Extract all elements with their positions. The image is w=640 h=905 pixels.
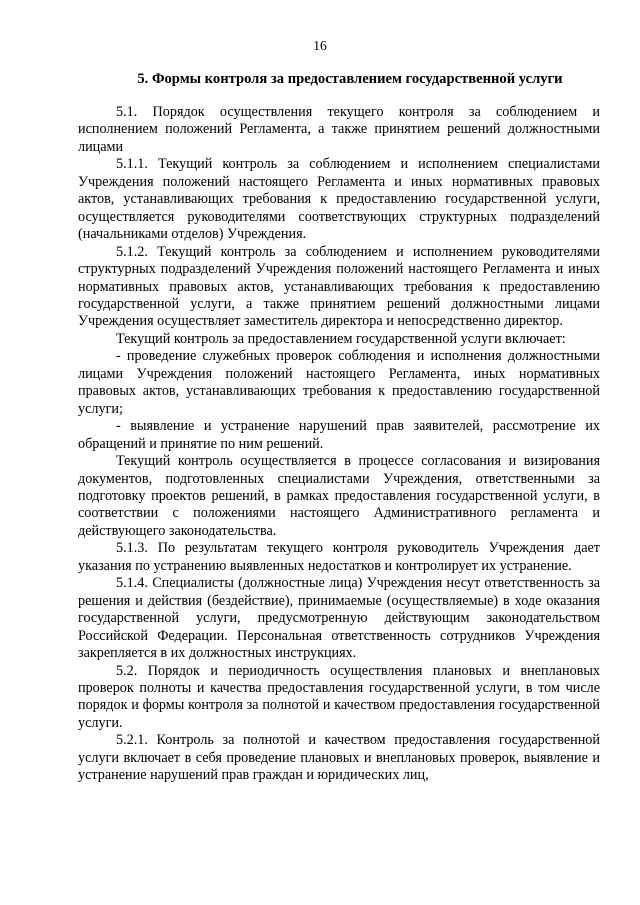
page-number: 16 — [313, 38, 327, 53]
paragraph-5-1-4: 5.1.4. Специалисты (должностные лица) Учреждения несут ответственность за решения и действия (бездействие), принимаемые (осуществляемые) в ходе оказания государственной услуги, предусмотренную действующим законодательством Российской Федерации. Персональная ответственность сотрудников Учреждения закрепляется в их должностных инструкциях. — [78, 575, 600, 662]
section-heading: 5. Формы контроля за предоставлением государственной услуги — [137, 71, 563, 87]
paragraph-current-control-process: Текущий контроль осуществляется в процессе согласования и визирования документов, подготовленных специалистами Учреждения, ответственными за подготовку проектов решений, в рамках предоставления государственной услуги, в соответствии с положениями настоящего Административного регламента и действующего законодательства. — [78, 453, 600, 539]
body-text — [78, 104, 600, 785]
paragraph-5-1-2: 5.1.2. Текущий контроль за соблюдением и исполнением руководителями структурных подразделений Учреждения положений настоящего Регламента и иных нормативных правовых актов, устанавливающих требования к предоставлению государственной услуги, а также принятием решений должностными лицами Учреждения осуществляет заместитель директора и непосредственно директор. — [78, 243, 600, 330]
paragraph-current-control-intro: Текущий контроль за предоставлением государственной услуги включает: — [116, 330, 566, 347]
list-item-inspections: - проведение служебных проверок соблюдения и исполнения должностными лицами Учреждения положений настоящего Регламента, иных нормативных правовых актов, устанавливающих требования к предоставлению государственной услуги; — [78, 348, 600, 417]
list-item-violations: - выявление и устранение нарушений прав заявителей, рассмотрение их обращений и принятие по ним решений. — [78, 418, 600, 452]
paragraph-5-2: 5.2. Порядок и периодичность осуществления плановых и внеплановых проверок полноты и качества предоставления государственной услуги, в том числе порядок и формы контроля за полнотой и качеством предоставления государственной услуги. — [78, 662, 600, 731]
paragraph-5-1-3: 5.1.3. По результатам текущего контроля руководитель Учреждения дает указания по устранению выявленных недостатков и контролирует их устранение. — [78, 540, 600, 574]
paragraph-5-1-1: 5.1.1. Текущий контроль за соблюдением и исполнением специалистами Учреждения положений настоящего Регламента и иных нормативных правовых актов, устанавливающих требования к предоставлению государственной услуги, осуществляется руководителями соответствующих структурных подразделений (начальниками отделов) Учреждения. — [78, 156, 600, 243]
paragraph-5-2-1: 5.2.1. Контроль за полнотой и качеством предоставления государственной услуги включает в себя проведение плановых и внеплановых проверок, выявление и устранение нарушений прав граждан и юридических лиц, — [78, 732, 600, 784]
paragraph-5-1: 5.1. Порядок осуществления текущего контроля за соблюдением и исполнением положений Регламента, а также принятием решений должностными лицами — [78, 104, 600, 155]
